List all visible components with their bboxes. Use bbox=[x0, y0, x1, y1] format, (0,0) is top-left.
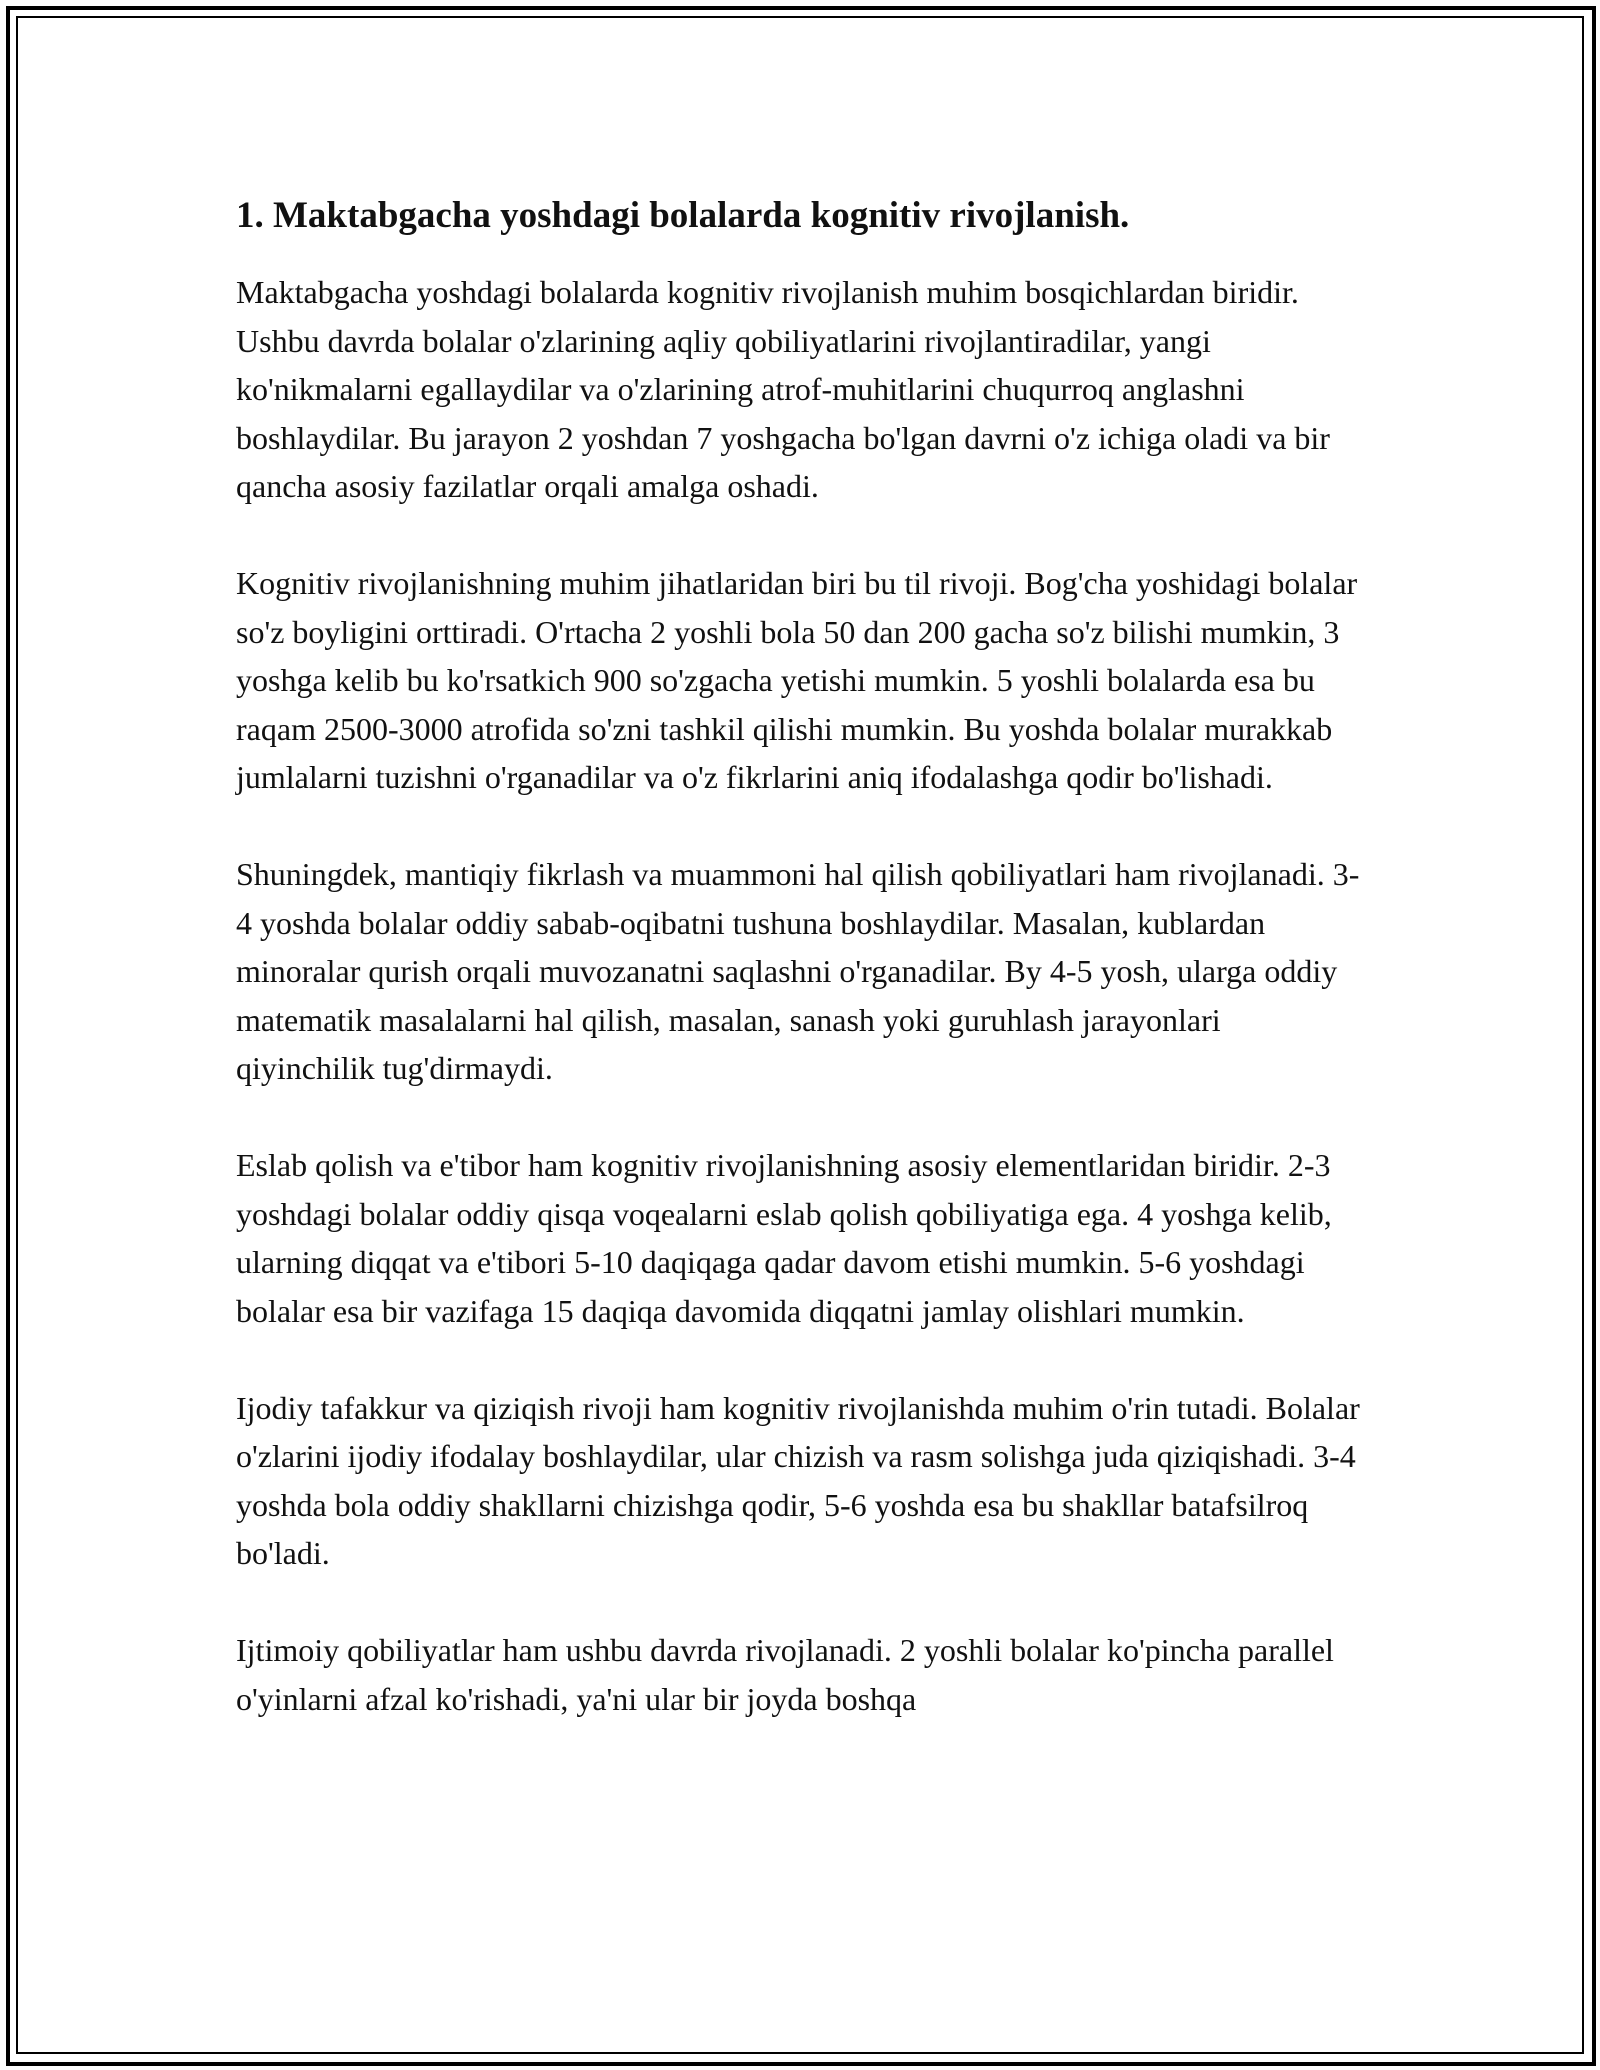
paragraph-language: Kognitiv rivojlanishning muhim jihatlaridan biri bu til rivoji. Bog'cha yoshidagi bolalar so'z boyligini orttiradi. O'rtacha 2 yoshli bola 50 dan 200 gacha so'z bilishi mumkin, 3 yoshga kelib bu ko'rsatkich 900 so'zgacha yetishi mumkin. 5 yoshli bolalarda esa bu raqam 2500-3000 atrofida so'zni tashkil qilishi mumkin. Bu yoshda bolalar murakkab jumlalarni tuzishni o'rganadilar va o'z fikrlarini aniq ifodalashga qodir bo'lishadi. bbox=[236, 565, 1358, 795]
paragraph-intro: Maktabgacha yoshdagi bolalarda kognitiv rivojlanish muhim bosqichlardan biridir. Ushbu davrda bolalar o'zlarining aqliy qobiliyatlarini rivojlantiradilar, yangi ko'nikmalarni egallaydilar va o'zlarining atrof-muhitlarini chuqurroq anglashni boshlaydilar. Bu jarayon 2 yoshdan 7 yoshgacha bo'lgan davrni o'z ichiga oladi va bir qancha asosiy fazilatlar orqali amalga oshadi. bbox=[236, 274, 1330, 504]
paragraph-memory: Eslab qolish va e'tibor ham kognitiv rivojlanishning asosiy elementlaridan biridir. 2-3 yoshdagi bolalar oddiy qisqa voqealarni eslab qolish qobiliyatiga ega. 4 yoshga kelib, ularning diqqat va e'tibori 5-10 daqiqaga qadar davom etishi mumkin. 5-6 yoshdagi bolalar esa bir vazifaga 15 daqiqa davomida diqqatni jamlay olishlari mumkin. bbox=[236, 1147, 1332, 1329]
paragraph-social: Ijtimoiy qobiliyatlar ham ushbu davrda rivojlanadi. 2 yoshli bolalar ko'pincha parallel o'yinlarni afzal ko'rishadi, ya'ni ular bir joyda boshqa bbox=[236, 1632, 1334, 1717]
document-body bbox=[236, 188, 1366, 1772]
paragraph-logic: Shuningdek, mantiqiy fikrlash va muammoni hal qilish qobiliyatlari ham rivojlanadi. 3-4 yoshda bolalar oddiy sabab-oqibatni tushuna boshlaydilar. Masalan, kublardan minoralar qurish orqali muvozanatni saqlashni o'rganadilar. By 4-5 yosh, ularga oddiy matematik masalalarni hal qilish, masalan, sanash yoki guruhlash jarayonlari qiyinchilik tug'dirmaydi. bbox=[236, 856, 1360, 1086]
section-heading: 1. Maktabgacha yoshdagi bolalarda kognitiv rivojlanish. bbox=[236, 195, 1130, 236]
paragraph-creativity: Ijodiy tafakkur va qiziqish rivoji ham kognitiv rivojlanishda muhim o'rin tutadi. Bolalar o'zlarini ijodiy ifodalay boshlaydilar, ular chizish va rasm solishga juda qiziqishadi. 3-4 yoshda bola oddiy shakllarni chizishga qodir, 5-6 yoshda esa bu shakllar batafsilroq bo'ladi. bbox=[236, 1389, 1360, 1571]
